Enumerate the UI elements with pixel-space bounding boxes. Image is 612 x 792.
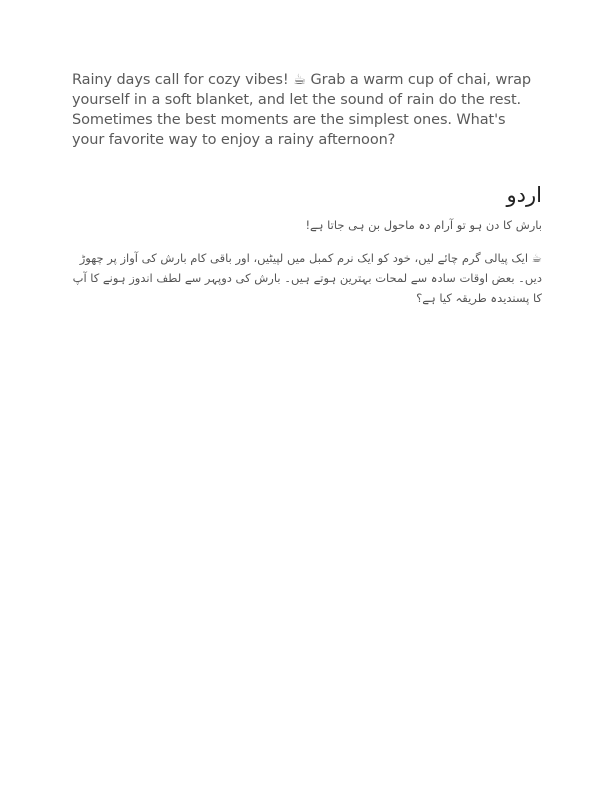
urdu-section	[72, 180, 542, 308]
urdu-post-text: ☕ ایک پیالی گرم چائے لیں، خود کو ایک نرم کمبل میں لپیٹیں، اور باقی کام بارش کی آواز پر چھوڑ دیں۔ بعض اوقات سادہ سے لمحات بہترین ہوتے ہیں۔ بارش کی دوپہر سے لطف اندوز ہونے کا آپ کا پسندیدہ طریقہ کیا ہے؟	[72, 251, 542, 305]
urdu-heading: اردو	[506, 183, 542, 207]
urdu-tagline: بارش کا دن ہو تو آرام دہ ماحول بن ہی جاتا ہے!	[305, 218, 542, 232]
document-page	[72, 70, 542, 308]
english-post-text: Rainy days call for cozy vibes! ☕ Grab a warm cup of chai, wrap yourself in a soft blanket, and let the sound of rain do the rest. Sometimes the best moments are the simplest ones. What's your favorite way to enjoy a rainy afternoon?	[72, 72, 531, 148]
